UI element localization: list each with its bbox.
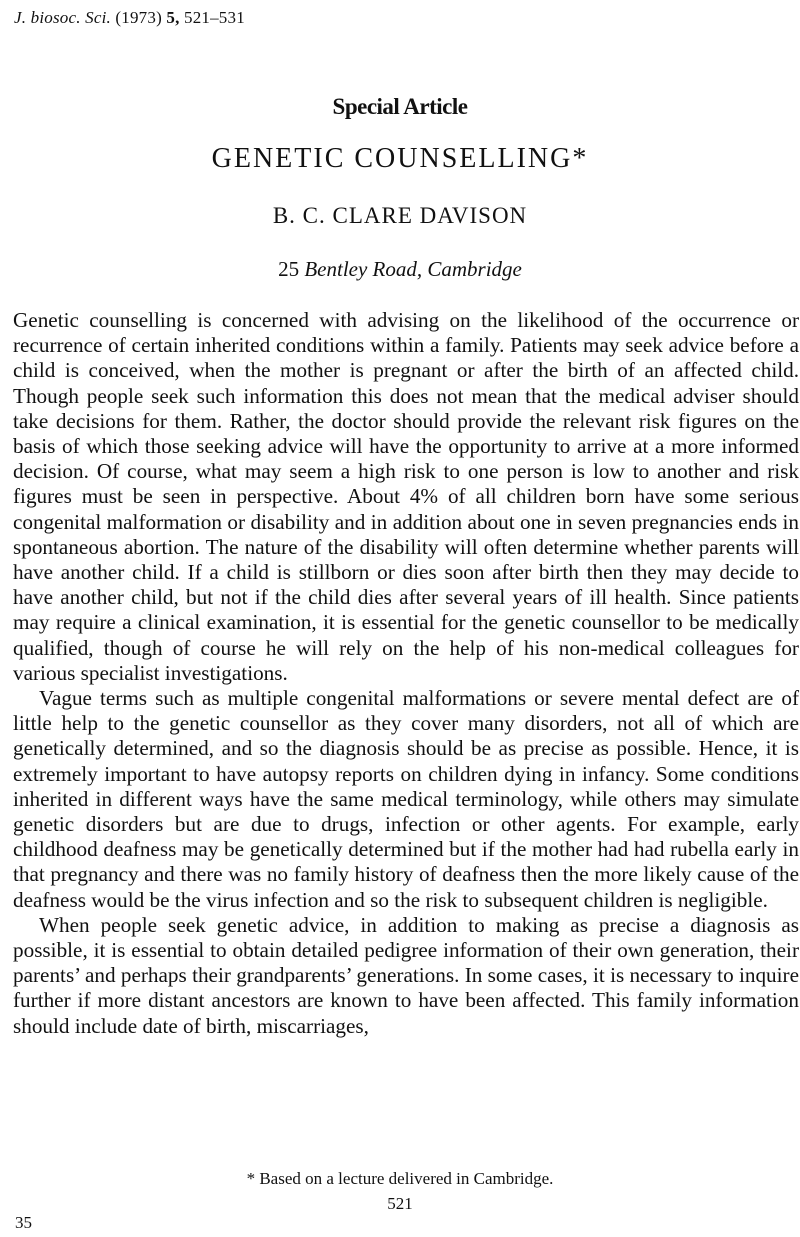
- author-affiliation: [0, 257, 800, 282]
- journal-volume: 5,: [166, 8, 180, 27]
- body-paragraph-1: Genetic counselling is concerned with advising on the likelihood of the occurrence or recurrence of certain inherited conditions within a family. Patients may seek advice before a child is conceived, when the mother is pregnant or after the birth of an affected child. Though people seek such information this does not mean that the medical adviser should take decisions for them. Rather, the doctor should provide the relevant risk figures on the basis of which those seeking advice will have the opportunity to arrive at a more informed decision. Of course, what may seem a high risk to one person is low to another and risk figures must be seen in perspective. About 4% of all children born have some serious congenital malformation or disability and in addition about one in seven pregnancies ends in spontaneous abortion. The nature of the disability will often determine whether parents will have another child. If a child is stillborn or dies soon after birth then they may decide to have another child, but not if the child dies after several years of ill health. Since patients may require a clinical examination, it is essential for the genetic counsellor to be medically qualified, though of course he will rely on the help of his non-medical colleagues for various specialist investigations.: [13, 308, 799, 685]
- journal-pages: 521–531: [184, 8, 245, 27]
- body-paragraph-3: When people seek genetic advice, in addition to making as precise a diagnosis as possible, it is essential to obtain detailed pedigree information of their own generation, their parents’ and perhaps their grandparents’ generations. In some cases, it is necessary to inquire further if more distant ancestors are known to have been affected. This family information should include date of birth, miscarriages,: [13, 912, 799, 1038]
- page-number: 521: [387, 1194, 413, 1213]
- affiliation-place: Bentley Road, Cambridge: [304, 257, 522, 281]
- journal-year: (1973): [115, 8, 162, 27]
- affiliation-number: 25: [278, 257, 300, 281]
- section-label: Special Article: [332, 94, 468, 119]
- body-paragraph-2: Vague terms such as multiple congenital malformations or severe mental defect are of little help to the genetic counsellor as they cover many disorders, not all of which are genetically determined, and so the diagnosis should be as precise as possible. Hence, it is extremely important to have autopsy reports on children dying in infancy. Some conditions inherited in different ways have the same medical terminology, while others may simulate genetic disorders but are due to drugs, infection or other agents. For example, early childhood deafness may be genetically determined but if the mother had had rubella early in that pregnancy and there was no family history of deafness then the more likely cause of the deafness would be the virus infection and so the risk to subsequent children is negligible.: [13, 686, 799, 912]
- journal-name: J. biosoc. Sci.: [14, 8, 111, 27]
- journal-citation: [14, 8, 245, 28]
- article-body: [13, 308, 799, 1039]
- printer-signature-mark: 35: [15, 1213, 32, 1232]
- article-author: B. C. CLARE DAVISON: [272, 203, 528, 228]
- footnote: * Based on a lecture delivered in Cambridge.: [246, 1169, 554, 1188]
- article-title: GENETIC COUNSELLING*: [211, 143, 589, 174]
